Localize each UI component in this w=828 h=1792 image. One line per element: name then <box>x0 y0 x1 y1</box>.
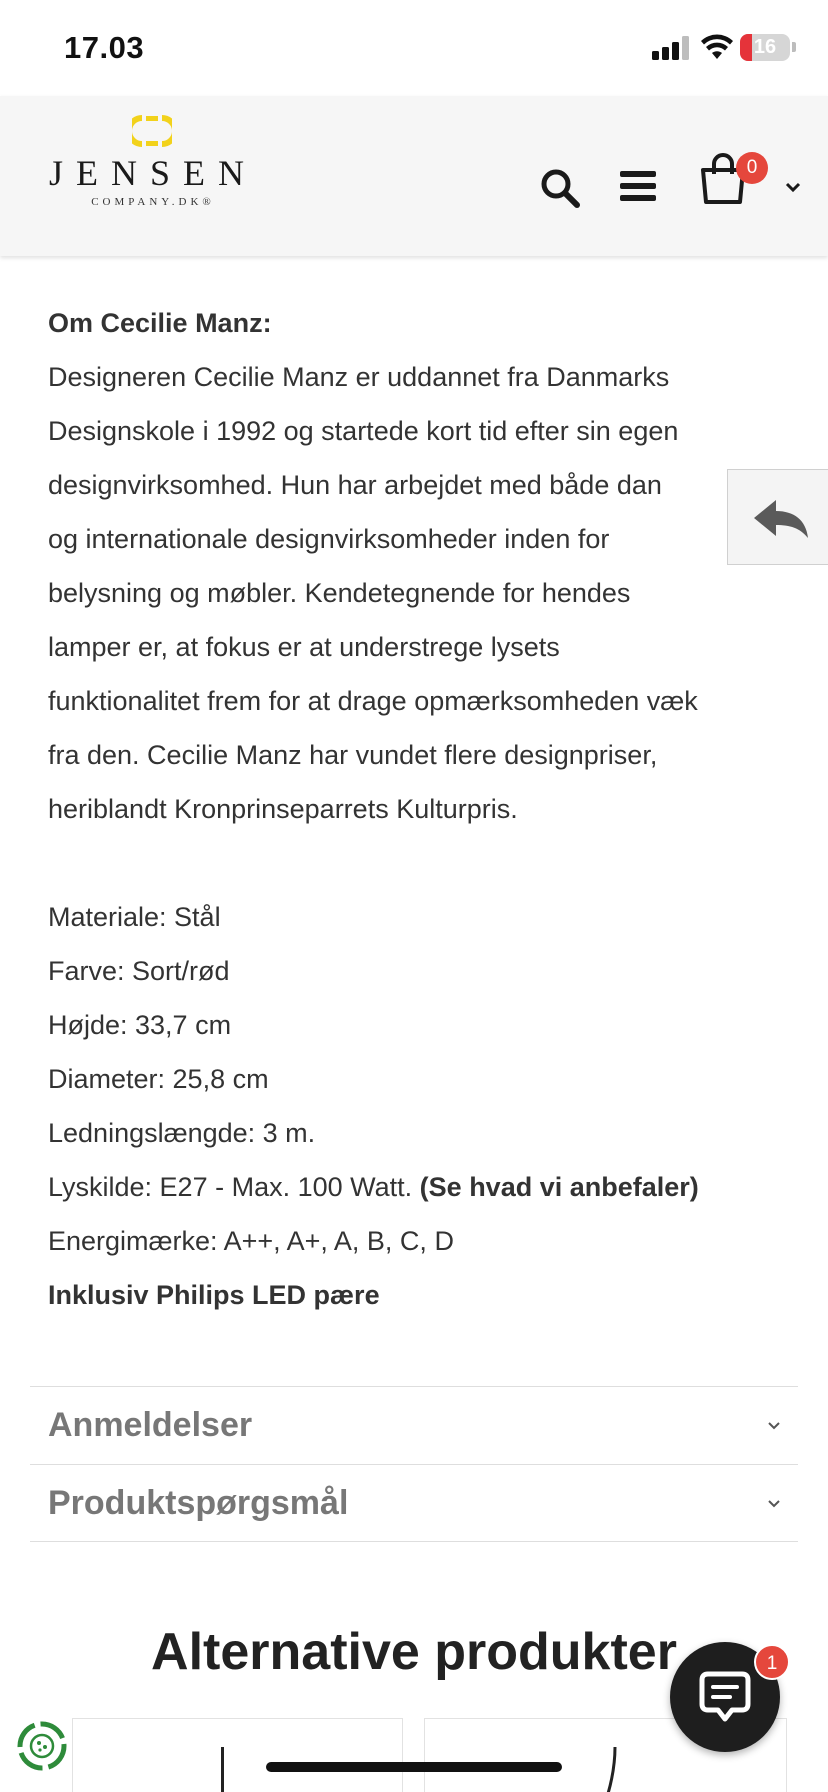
description-line: Designeren Cecilie Manz er uddannet fra Danmarks <box>48 362 670 392</box>
home-indicator[interactable] <box>266 1762 562 1772</box>
logo-name: JENSEN <box>48 153 257 193</box>
chat-notification-badge: 1 <box>754 1644 790 1680</box>
description-line: designvirksomhed. Hun har arbejdet med både dan <box>48 470 662 500</box>
logo-subtitle: COMPANY.DK® <box>91 196 215 208</box>
designer-heading: Om Cecilie Manz: <box>48 308 272 338</box>
product-description <box>48 296 788 1322</box>
spec-material: Materiale: Stål <box>48 902 221 932</box>
accordion-reviews-title: Anmeldelser <box>48 1406 253 1444</box>
spec-color: Farve: Sort/rød <box>48 956 230 986</box>
spec-light-source <box>48 1160 788 1214</box>
logo-mark-icon <box>132 114 172 150</box>
accordion-questions[interactable] <box>30 1464 798 1542</box>
description-line: belysning og møbler. Kendetegnende for hendes <box>48 578 631 608</box>
search-icon[interactable] <box>538 166 582 210</box>
spacer <box>48 836 788 890</box>
alternative-products-heading: Alternative produkter <box>151 1623 677 1681</box>
accordion-reviews[interactable] <box>30 1386 798 1464</box>
jensen-company-logo[interactable] <box>28 114 278 208</box>
light-source-text: Lyskilde: E27 - Max. 100 Watt. <box>48 1172 413 1202</box>
chevron-down-icon <box>766 1420 782 1432</box>
cellular-signal-icon <box>652 36 690 60</box>
description-line: fra den. Cecilie Manz har vundet flere designpriser, <box>48 740 658 770</box>
battery-icon <box>740 34 790 61</box>
product-image-cord <box>221 1747 224 1792</box>
chevron-down-icon <box>766 1498 782 1510</box>
site-header <box>0 96 828 256</box>
status-bar <box>0 0 828 96</box>
description-line: lamper er, at fokus er at understrege lysets <box>48 632 560 662</box>
status-time: 17.03 <box>64 30 145 65</box>
spec-height: Højde: 33,7 cm <box>48 1010 232 1040</box>
recommendation-link[interactable]: (Se hvad vi anbefaler) <box>419 1172 699 1202</box>
spec-cord-length: Ledningslængde: 3 m. <box>48 1118 316 1148</box>
eco-badge-icon[interactable] <box>14 1718 70 1774</box>
spec-diameter: Diameter: 25,8 cm <box>48 1064 269 1094</box>
battery-cap <box>792 42 796 52</box>
accordion-questions-title: Produktspørgsmål <box>48 1484 349 1522</box>
hamburger-menu-icon[interactable] <box>618 168 658 204</box>
cart-count-badge: 0 <box>736 152 768 184</box>
product-card[interactable] <box>72 1718 403 1792</box>
battery-level: 16 <box>753 36 777 58</box>
description-line: Designskole i 1992 og startede kort tid efter sin egen <box>48 416 679 446</box>
description-line: heriblandt Kronprinseparrets Kulturpris. <box>48 794 518 824</box>
description-line: funktionalitet frem for at drage opmærksomheden væk <box>48 686 698 716</box>
spec-energy-label: Energimærke: A++, A+, A, B, C, D <box>48 1226 454 1256</box>
product-image-cord <box>601 1747 621 1792</box>
wifi-icon <box>700 34 734 62</box>
spec-included-bulb: Inklusiv Philips LED pære <box>48 1280 380 1310</box>
description-line: og internationale designvirksomheder inden for <box>48 524 610 554</box>
product-accordion <box>30 1386 798 1542</box>
chevron-down-icon[interactable] <box>784 180 802 194</box>
